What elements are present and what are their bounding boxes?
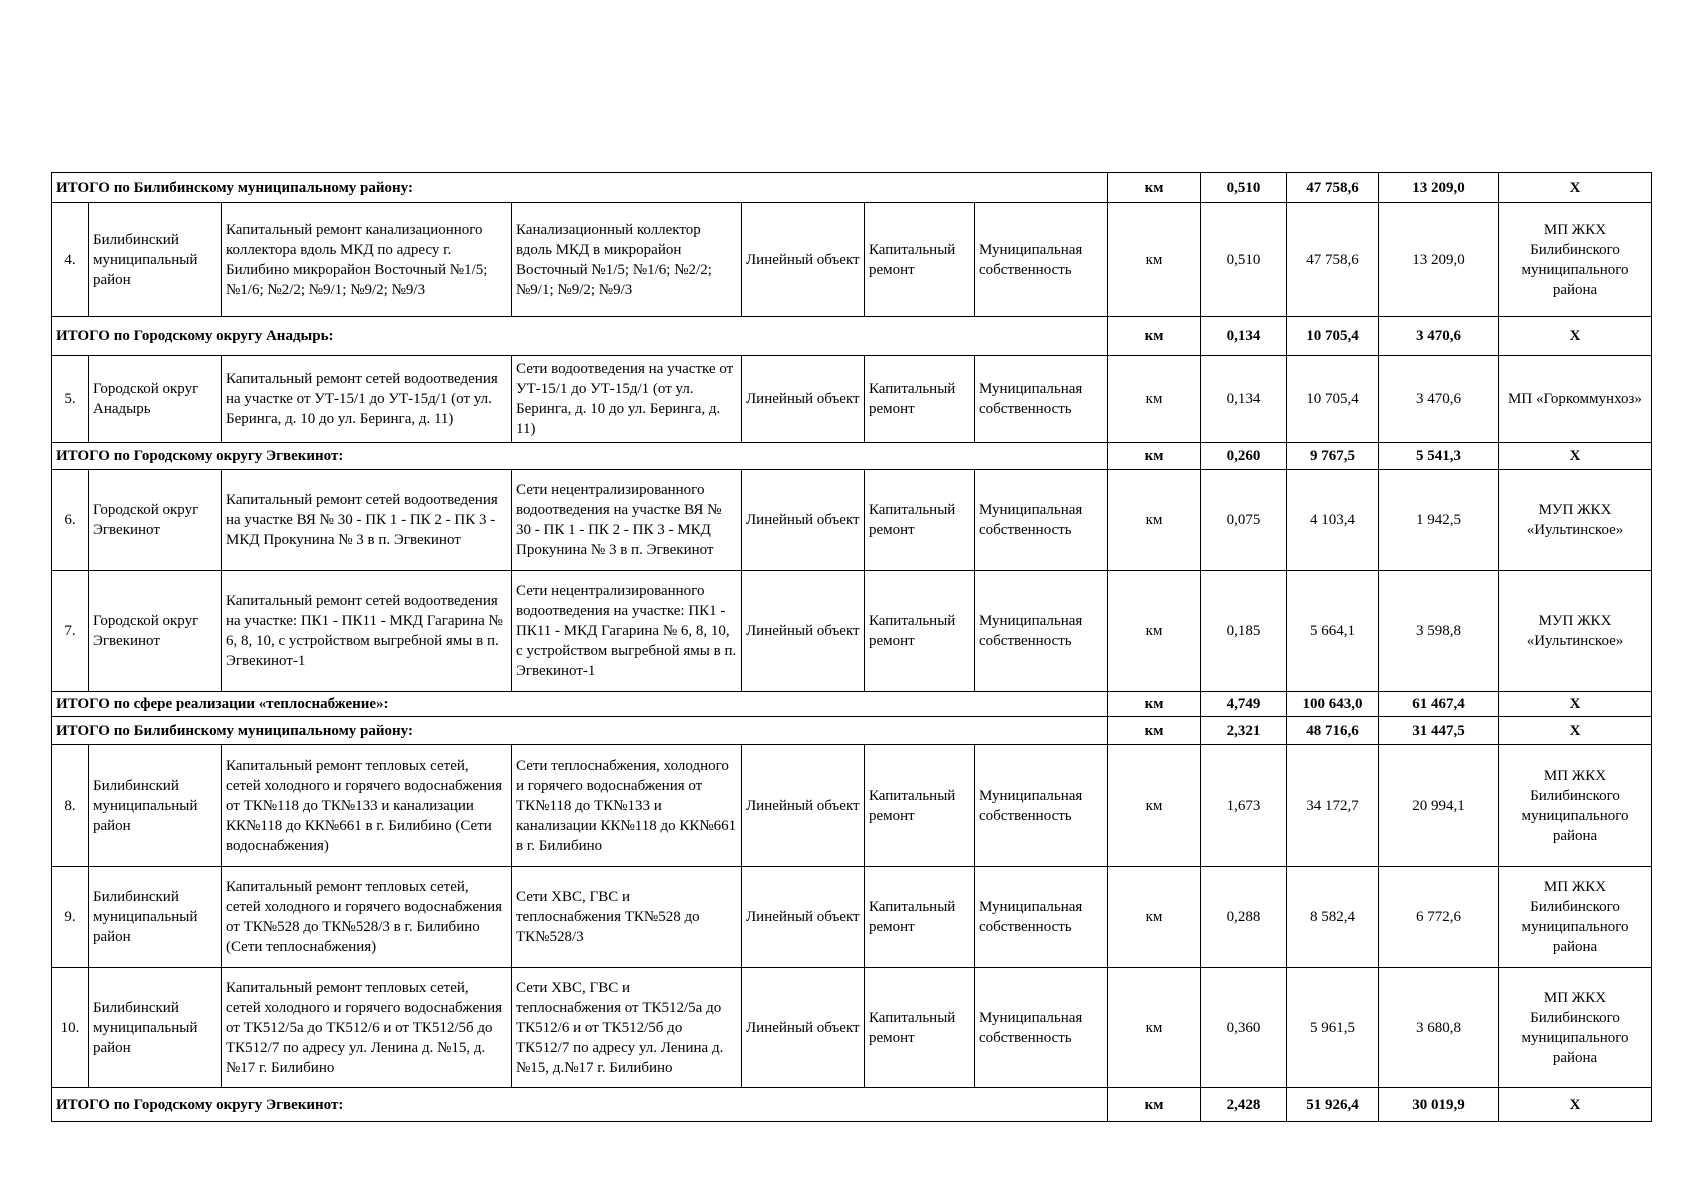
work-kind-cell: Капитальный ремонт (865, 356, 975, 443)
object-type-cell: Линейный объект (742, 356, 865, 443)
org-cell: X (1499, 317, 1652, 356)
unit-cell: км (1108, 356, 1201, 443)
cost-cell: 5 961,5 (1287, 968, 1379, 1088)
funding-cell: 13 209,0 (1379, 173, 1499, 203)
district-cell: Городской округ Эгвекинот (89, 571, 222, 692)
object-type-cell: Линейный объект (742, 470, 865, 571)
object-cell: Сети теплоснабжения, холодного и горячего водоснабжения от ТК№118 до ТК№133 и канализации КК№118 до КК№661 в г. Билибино (512, 745, 742, 867)
object-cell: Сети ХВС, ГВС и теплоснабжения ТК№528 до ТК№528/3 (512, 867, 742, 968)
length-cell: 0,185 (1201, 571, 1287, 692)
district-cell: Городской округ Анадырь (89, 356, 222, 443)
org-cell: МП ЖКХ Билибинского муниципального района (1499, 203, 1652, 317)
row-number: 10. (52, 968, 89, 1088)
cost-cell: 10 705,4 (1287, 317, 1379, 356)
cost-cell: 51 926,4 (1287, 1088, 1379, 1122)
total-row (52, 317, 1652, 356)
length-cell: 2,428 (1201, 1088, 1287, 1122)
cost-cell: 47 758,6 (1287, 203, 1379, 317)
org-cell: X (1499, 443, 1652, 470)
table-row (52, 968, 1652, 1088)
org-cell: МУП ЖКХ «Иультинское» (1499, 470, 1652, 571)
work-kind-cell: Капитальный ремонт (865, 470, 975, 571)
unit-cell: км (1108, 1088, 1201, 1122)
district-cell: Билибинский муниципальный район (89, 745, 222, 867)
length-cell: 0,134 (1201, 356, 1287, 443)
total-row (52, 443, 1652, 470)
unit-cell: км (1108, 867, 1201, 968)
ownership-cell: Муниципальная собственность (975, 571, 1108, 692)
table-row (52, 745, 1652, 867)
funding-cell: 31 447,5 (1379, 717, 1499, 745)
table-row (52, 203, 1652, 317)
district-cell: Городской округ Эгвекинот (89, 470, 222, 571)
length-cell: 0,075 (1201, 470, 1287, 571)
total-row (52, 1088, 1652, 1122)
capital-repair-table (51, 172, 1652, 1122)
work-kind-cell: Капитальный ремонт (865, 968, 975, 1088)
table-row (52, 867, 1652, 968)
unit-cell: км (1108, 443, 1201, 470)
ownership-cell: Муниципальная собственность (975, 356, 1108, 443)
object-cell: Сети нецентрализированного водоотведения на участке: ПК1 - ПК11 - МКД Гагарина № 6, 8, 10, с устройством выгребной ямы в п. Эгвекинот-1 (512, 571, 742, 692)
cost-cell: 4 103,4 (1287, 470, 1379, 571)
org-cell: X (1499, 1088, 1652, 1122)
length-cell: 2,321 (1201, 717, 1287, 745)
cost-cell: 48 716,6 (1287, 717, 1379, 745)
unit-cell: км (1108, 470, 1201, 571)
district-cell: Билибинский муниципальный район (89, 203, 222, 317)
unit-cell: км (1108, 571, 1201, 692)
ownership-cell: Муниципальная собственность (975, 745, 1108, 867)
ownership-cell: Муниципальная собственность (975, 867, 1108, 968)
org-cell: X (1499, 717, 1652, 745)
total-label: ИТОГО по Городскому округу Анадырь: (52, 317, 1108, 356)
work-kind-cell: Капитальный ремонт (865, 203, 975, 317)
object-type-cell: Линейный объект (742, 745, 865, 867)
funding-cell: 3 470,6 (1379, 356, 1499, 443)
table-row (52, 356, 1652, 443)
unit-cell: км (1108, 317, 1201, 356)
length-cell: 0,288 (1201, 867, 1287, 968)
object-type-cell: Линейный объект (742, 571, 865, 692)
table-row (52, 470, 1652, 571)
object-cell: Сети ХВС, ГВС и теплоснабжения от ТК512/5а до ТК512/6 и от ТК512/5б до ТК512/7 по адресу ул. Ленина д. №15, д.№17 г. Билибино (512, 968, 742, 1088)
row-number: 6. (52, 470, 89, 571)
district-cell: Билибинский муниципальный район (89, 867, 222, 968)
object-cell: Сети нецентрализированного водоотведения на участке ВЯ № 30 - ПК 1 - ПК 2 - ПК 3 - МКД Прокунина № 3 в п. Эгвекинот (512, 470, 742, 571)
work-kind-cell: Капитальный ремонт (865, 571, 975, 692)
total-label: ИТОГО по сфере реализации «теплоснабжение»: (52, 692, 1108, 717)
funding-cell: 3 680,8 (1379, 968, 1499, 1088)
funding-cell: 1 942,5 (1379, 470, 1499, 571)
funding-cell: 20 994,1 (1379, 745, 1499, 867)
cost-cell: 5 664,1 (1287, 571, 1379, 692)
work-description-cell: Капитальный ремонт сетей водоотведения на участке от УТ-15/1 до УТ-15д/1 (от ул. Беринга, д. 10 до ул. Беринга, д. 11) (222, 356, 512, 443)
org-cell: X (1499, 173, 1652, 203)
object-type-cell: Линейный объект (742, 968, 865, 1088)
funding-cell: 13 209,0 (1379, 203, 1499, 317)
work-description-cell: Капитальный ремонт тепловых сетей, сетей холодного и горячего водоснабжения от ТК№118 до ТК№133 и канализации КК№118 до КК№661 в г. Билибино (Сети водоснабжения) (222, 745, 512, 867)
total-row (52, 173, 1652, 203)
work-description-cell: Капитальный ремонт сетей водоотведения на участке ВЯ № 30 - ПК 1 - ПК 2 - ПК 3 - МКД Прокунина № 3 в п. Эгвекинот (222, 470, 512, 571)
district-cell: Билибинский муниципальный район (89, 968, 222, 1088)
object-type-cell: Линейный объект (742, 867, 865, 968)
unit-cell: км (1108, 203, 1201, 317)
cost-cell: 8 582,4 (1287, 867, 1379, 968)
work-description-cell: Капитальный ремонт канализационного коллектора вдоль МКД по адресу г. Билибино микрорайон Восточный №1/5; №1/6; №2/2; №9/1; №9/2; №9/3 (222, 203, 512, 317)
cost-cell: 47 758,6 (1287, 173, 1379, 203)
row-number: 7. (52, 571, 89, 692)
length-cell: 0,510 (1201, 203, 1287, 317)
org-cell: МП ЖКХ Билибинского муниципального района (1499, 867, 1652, 968)
total-row (52, 692, 1652, 717)
length-cell: 1,673 (1201, 745, 1287, 867)
length-cell: 4,749 (1201, 692, 1287, 717)
cost-cell: 34 172,7 (1287, 745, 1379, 867)
work-description-cell: Капитальный ремонт тепловых сетей, сетей холодного и горячего водоснабжения от ТК№528 до ТК№528/3 в г. Билибино (Сети теплоснабжения) (222, 867, 512, 968)
work-kind-cell: Капитальный ремонт (865, 745, 975, 867)
ownership-cell: Муниципальная собственность (975, 968, 1108, 1088)
unit-cell: км (1108, 173, 1201, 203)
length-cell: 0,260 (1201, 443, 1287, 470)
object-cell: Канализационный коллектор вдоль МКД в микрорайон Восточный №1/5; №1/6; №2/2; №9/1; №9/2; №9/3 (512, 203, 742, 317)
total-row (52, 717, 1652, 745)
org-cell: МП «Горкоммунхоз» (1499, 356, 1652, 443)
work-kind-cell: Капитальный ремонт (865, 867, 975, 968)
org-cell: МП ЖКХ Билибинского муниципального района (1499, 968, 1652, 1088)
length-cell: 0,510 (1201, 173, 1287, 203)
total-label: ИТОГО по Городскому округу Эгвекинот: (52, 443, 1108, 470)
total-label: ИТОГО по Билибинскому муниципальному району: (52, 173, 1108, 203)
object-cell: Сети водоотведения на участке от УТ-15/1 до УТ-15д/1 (от ул. Беринга, д. 10 до ул. Беринга, д. 11) (512, 356, 742, 443)
table-row (52, 571, 1652, 692)
unit-cell: км (1108, 968, 1201, 1088)
cost-cell: 9 767,5 (1287, 443, 1379, 470)
org-cell: X (1499, 692, 1652, 717)
row-number: 9. (52, 867, 89, 968)
unit-cell: км (1108, 717, 1201, 745)
length-cell: 0,360 (1201, 968, 1287, 1088)
funding-cell: 61 467,4 (1379, 692, 1499, 717)
funding-cell: 5 541,3 (1379, 443, 1499, 470)
total-label: ИТОГО по Городскому округу Эгвекинот: (52, 1088, 1108, 1122)
length-cell: 0,134 (1201, 317, 1287, 356)
org-cell: МП ЖКХ Билибинского муниципального района (1499, 745, 1652, 867)
cost-cell: 100 643,0 (1287, 692, 1379, 717)
work-description-cell: Капитальный ремонт сетей водоотведения на участке: ПК1 - ПК11 - МКД Гагарина № 6, 8, 10, с устройством выгребной ямы в п. Эгвекинот-1 (222, 571, 512, 692)
total-label: ИТОГО по Билибинскому муниципальному району: (52, 717, 1108, 745)
funding-cell: 3 470,6 (1379, 317, 1499, 356)
funding-cell: 3 598,8 (1379, 571, 1499, 692)
row-number: 8. (52, 745, 89, 867)
cost-cell: 10 705,4 (1287, 356, 1379, 443)
unit-cell: км (1108, 692, 1201, 717)
funding-cell: 30 019,9 (1379, 1088, 1499, 1122)
work-description-cell: Капитальный ремонт тепловых сетей, сетей холодного и горячего водоснабжения от ТК512/5а до ТК512/6 и от ТК512/5б до ТК512/7 по адресу ул. Ленина д. №15, д.№17 г. Билибино (222, 968, 512, 1088)
object-type-cell: Линейный объект (742, 203, 865, 317)
row-number: 4. (52, 203, 89, 317)
row-number: 5. (52, 356, 89, 443)
funding-cell: 6 772,6 (1379, 867, 1499, 968)
unit-cell: км (1108, 745, 1201, 867)
org-cell: МУП ЖКХ «Иультинское» (1499, 571, 1652, 692)
ownership-cell: Муниципальная собственность (975, 203, 1108, 317)
ownership-cell: Муниципальная собственность (975, 470, 1108, 571)
